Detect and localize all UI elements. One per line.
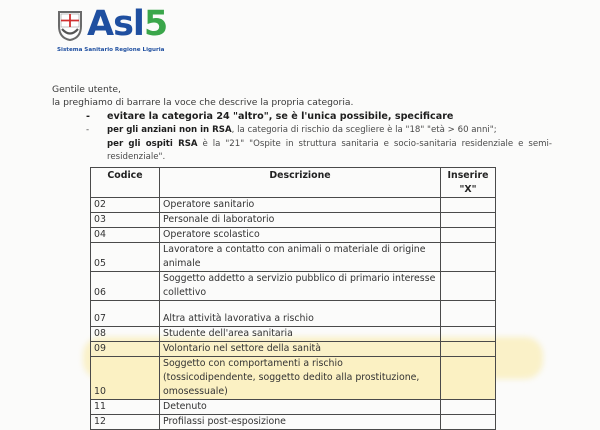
row-description: Lavoratore a contatto con animali o materiale di origine animale [160, 243, 441, 272]
header-code: Codice [91, 168, 160, 198]
row-code: 05 [91, 243, 160, 272]
table-row [91, 301, 496, 327]
row-description: Detenuto [160, 400, 441, 415]
mark-cell[interactable] [441, 357, 496, 400]
logo-subtitle: Sistema Sanitario Regione Liguria [57, 47, 165, 53]
liguria-crest-icon [57, 10, 83, 42]
row-code: 08 [91, 327, 160, 342]
logo-wordmark: Asl5 [87, 4, 168, 44]
row-code: 06 [91, 272, 160, 301]
table-row [91, 228, 496, 243]
row-description: Operatore scolastico [160, 228, 441, 243]
row-description: Soggetto addetto a servizio pubblico di primario interesse collettivo [160, 272, 441, 301]
row-description: Volontario nel settore della sanità [160, 342, 441, 357]
mark-cell[interactable] [441, 327, 496, 342]
instruction: la preghiamo di barrare la voce che descrive la propria categoria. [52, 97, 354, 108]
row-description: Soggetto con comportamenti a rischio (tossicodipendente, soggetto dedito alla prostituzione, omosessuale) [160, 357, 441, 400]
intro-text [52, 83, 353, 109]
greeting: Gentile utente, [52, 84, 121, 95]
row-description: Profilassi post-esposizione [160, 415, 441, 430]
table-row [91, 400, 496, 415]
mark-cell[interactable] [441, 342, 496, 357]
bullet-elderly-rsa: - per gli anziani non in RSA, la categoria di rischio da scegliere è la "18" "età > 60 anni"; per gli ospiti RSA è la "21" "Ospite in struttura sanitaria e socio-sanitaria residenziale e semi-residenziale". [86, 125, 552, 162]
mark-cell[interactable] [441, 243, 496, 272]
table-row [91, 415, 496, 430]
header-mark: Inserire "X" [441, 168, 496, 198]
header-description: Descrizione [160, 168, 441, 198]
row-description: Operatore sanitario [160, 198, 441, 213]
table-row [91, 327, 496, 342]
table-row [91, 272, 496, 301]
row-code: 07 [91, 301, 160, 327]
table-row [91, 342, 496, 357]
row-code: 02 [91, 198, 160, 213]
asl5-logo [57, 4, 182, 58]
table-row-highlighted [91, 357, 496, 400]
mark-cell[interactable] [441, 228, 496, 243]
row-code: 11 [91, 400, 160, 415]
table-row [91, 198, 496, 213]
row-code: 03 [91, 213, 160, 228]
row-code: 12 [91, 415, 160, 430]
mark-cell[interactable] [441, 400, 496, 415]
row-code: 09 [91, 342, 160, 357]
row-description: Personale di laboratorio [160, 213, 441, 228]
instructions-list [86, 110, 552, 165]
table-row [91, 213, 496, 228]
row-code: 10 [91, 357, 160, 400]
table-header-row [91, 168, 496, 198]
row-code: 04 [91, 228, 160, 243]
row-description: Altra attività lavorativa a rischio [160, 301, 441, 327]
mark-cell[interactable] [441, 198, 496, 213]
mark-cell[interactable] [441, 272, 496, 301]
mark-cell[interactable] [441, 213, 496, 228]
mark-cell[interactable] [441, 301, 496, 327]
bullet-avoid-other: - evitare la categoria 24 "altro", se è l'unica possibile, specificare [86, 111, 454, 122]
row-description: Studente dell'area sanitaria [160, 327, 441, 342]
mark-cell[interactable] [441, 415, 496, 430]
category-table [90, 167, 496, 430]
table-row [91, 243, 496, 272]
